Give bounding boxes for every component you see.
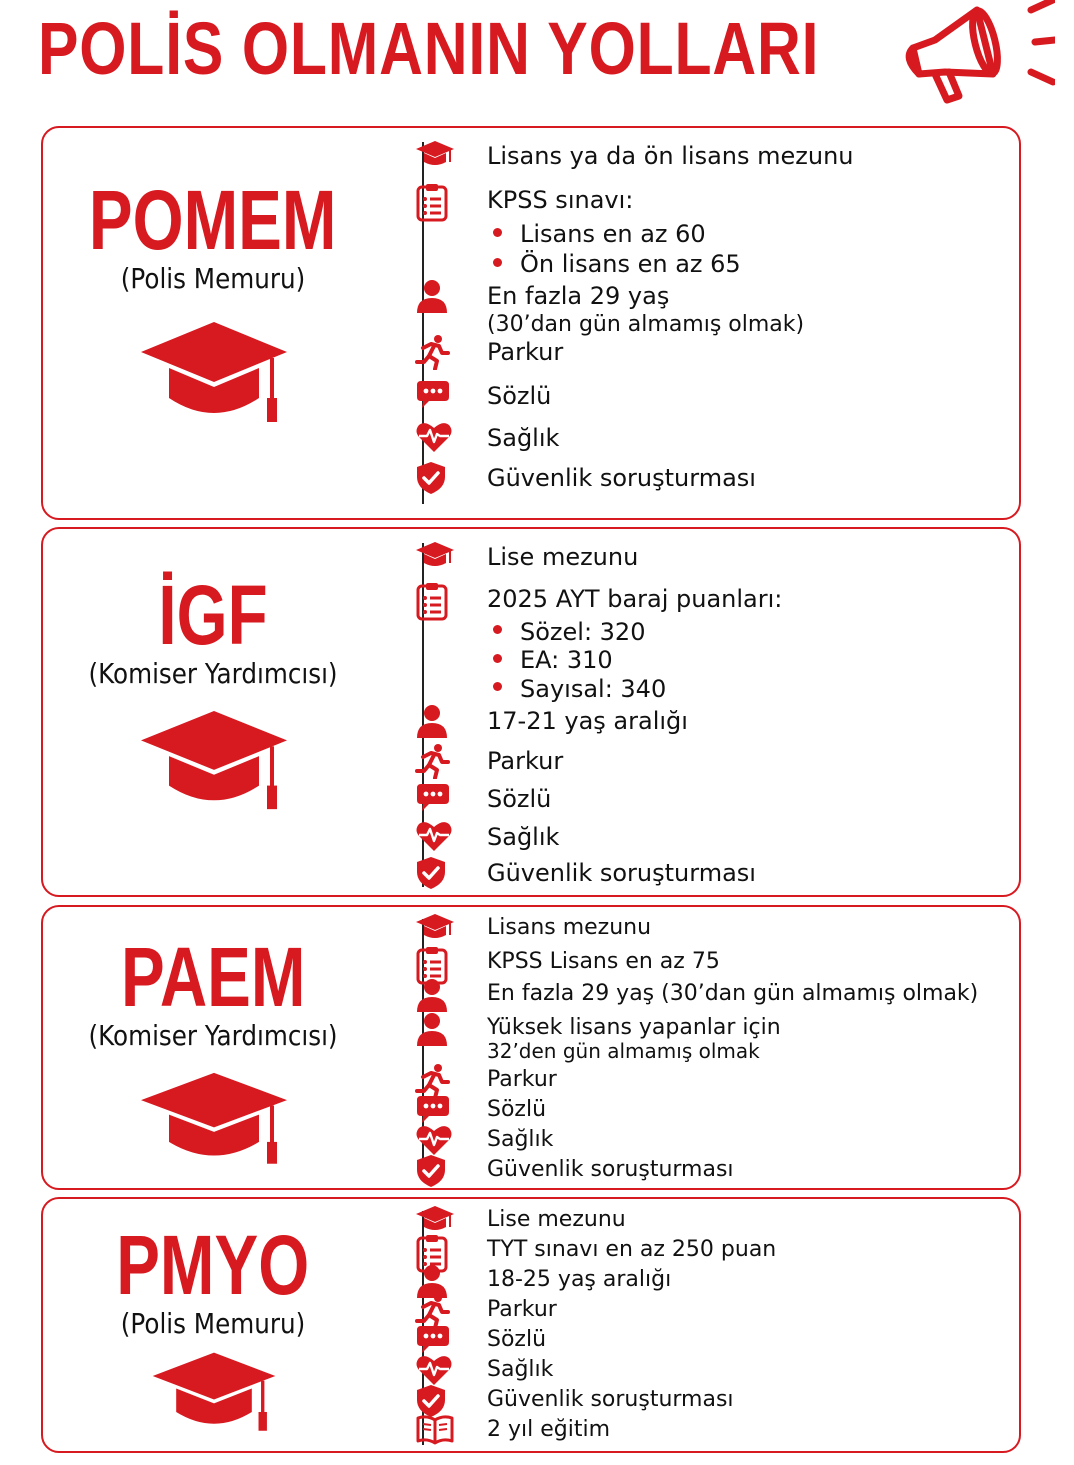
requirement-text: 17-21 yaş aralığı	[487, 707, 688, 735]
requirement-text: Lisans ya da ön lisans mezunu	[487, 142, 854, 170]
running-icon	[415, 334, 455, 368]
section-card-igf	[41, 527, 1021, 897]
heart-pulse-icon	[415, 1353, 455, 1387]
requirement-text: Güvenlik soruşturması	[487, 1157, 734, 1182]
requirement-text: Sözlü	[487, 785, 552, 813]
requirement-text: Güvenlik soruşturması	[487, 859, 756, 887]
page-title: POLİS OLMANIN YOLLARI	[38, 7, 820, 90]
graduation-cap-icon	[151, 1351, 277, 1437]
person-icon	[415, 977, 455, 1011]
bullet-text: Sözel: 320	[520, 617, 646, 646]
graduation-cap-icon	[415, 1203, 455, 1237]
speech-bubble-icon	[415, 378, 455, 412]
shield-check-icon	[415, 1153, 455, 1187]
requirement-text: Yüksek lisans yapanlar için	[487, 1015, 781, 1040]
running-icon	[415, 1293, 455, 1327]
person-icon	[415, 1263, 455, 1297]
graduation-cap-icon	[415, 539, 455, 573]
requirement-bullet	[493, 646, 613, 674]
section-subtitle: (Komiser Yardımcısı)	[88, 1019, 338, 1052]
bullet-text: Ön lisans en az 65	[520, 250, 741, 278]
person-icon	[415, 703, 455, 737]
requirement-bullet	[493, 675, 666, 703]
bullet-text: Sayısal: 340	[520, 674, 667, 703]
requirement-text: Sağlık	[487, 823, 560, 851]
section-title: POMEM	[89, 173, 337, 267]
heart-pulse-icon	[415, 819, 455, 853]
requirement-bullet	[493, 250, 741, 278]
section-title: PAEM	[120, 930, 306, 1024]
requirement-text: Sözlü	[487, 1327, 547, 1352]
clipboard-icon	[415, 945, 455, 979]
section-subtitle: (Polis Memuru)	[120, 262, 306, 295]
shield-check-icon	[415, 460, 455, 494]
section-card-pmyo	[41, 1197, 1021, 1453]
requirement-text: Parkur	[487, 1297, 557, 1322]
requirement-text: TYT sınavı en az 250 puan	[487, 1237, 777, 1262]
graduation-cap-icon	[139, 709, 289, 817]
speech-bubble-icon	[415, 1093, 455, 1127]
heart-pulse-icon	[415, 1123, 455, 1157]
section-card-pomem	[41, 126, 1021, 520]
section-title: PMYO	[116, 1218, 310, 1312]
requirement-text: Güvenlik soruşturması	[487, 1387, 734, 1412]
requirement-subtext: (30’dan gün almamış olmak)	[487, 312, 805, 337]
bullet-text: Lisans en az 60	[520, 220, 706, 248]
running-icon	[415, 1063, 455, 1097]
requirement-text: Sağlık	[487, 424, 560, 452]
bullet-dot	[493, 228, 502, 237]
shield-check-icon	[415, 1383, 455, 1417]
requirement-text: Güvenlik soruşturması	[487, 464, 756, 492]
heart-pulse-icon	[415, 420, 455, 454]
requirement-text: Sözlü	[487, 1097, 547, 1122]
graduation-cap-icon	[415, 911, 455, 945]
person-icon	[415, 1011, 455, 1045]
speech-bubble-icon	[415, 781, 455, 815]
requirement-text: Parkur	[487, 747, 564, 775]
bullet-dot	[493, 625, 502, 634]
requirement-text: 2 yıl eğitim	[487, 1417, 611, 1442]
graduation-cap-icon	[415, 138, 455, 172]
requirement-text: Lisans mezunu	[487, 915, 652, 940]
shield-check-icon	[415, 855, 455, 889]
requirement-text: Sözlü	[487, 382, 552, 410]
requirement-text: 18-25 yaş aralığı	[487, 1267, 672, 1292]
requirement-subtext: 32’den gün almamış olmak	[487, 1039, 760, 1063]
requirement-bullet	[493, 618, 645, 646]
section-title: İGF	[158, 568, 268, 662]
requirement-text: Lise mezunu	[487, 543, 639, 571]
requirement-text: Parkur	[487, 1067, 557, 1092]
requirement-text: Sağlık	[487, 1357, 554, 1382]
book-icon	[415, 1413, 455, 1447]
section-card-paem	[41, 905, 1021, 1190]
megaphone-icon	[895, 0, 1055, 110]
graduation-cap-icon	[139, 320, 289, 430]
speech-bubble-icon	[415, 1323, 455, 1357]
bullet-dot	[493, 258, 502, 267]
section-subtitle: (Komiser Yardımcısı)	[88, 657, 338, 690]
bullet-text: EA: 310	[520, 646, 613, 674]
requirement-text: 2025 AYT baraj puanları:	[487, 585, 783, 613]
person-icon	[415, 278, 455, 312]
requirement-text: KPSS sınavı:	[487, 186, 634, 214]
requirement-text: En fazla 29 yaş (30’dan gün almamış olmak)	[487, 981, 979, 1006]
requirement-text: Lise mezunu	[487, 1207, 626, 1232]
requirement-bullet	[493, 220, 706, 248]
bullet-dot	[493, 682, 502, 691]
clipboard-icon	[415, 182, 455, 216]
requirement-text: Parkur	[487, 338, 564, 366]
section-subtitle: (Polis Memuru)	[120, 1307, 306, 1340]
requirement-text: En fazla 29 yaş	[487, 282, 670, 310]
bullet-dot	[493, 654, 502, 663]
running-icon	[415, 743, 455, 777]
requirement-text: KPSS Lisans en az 75	[487, 949, 720, 974]
graduation-cap-icon	[139, 1071, 289, 1171]
clipboard-icon	[415, 581, 455, 615]
clipboard-icon	[415, 1233, 455, 1267]
requirement-text: Sağlık	[487, 1127, 554, 1152]
